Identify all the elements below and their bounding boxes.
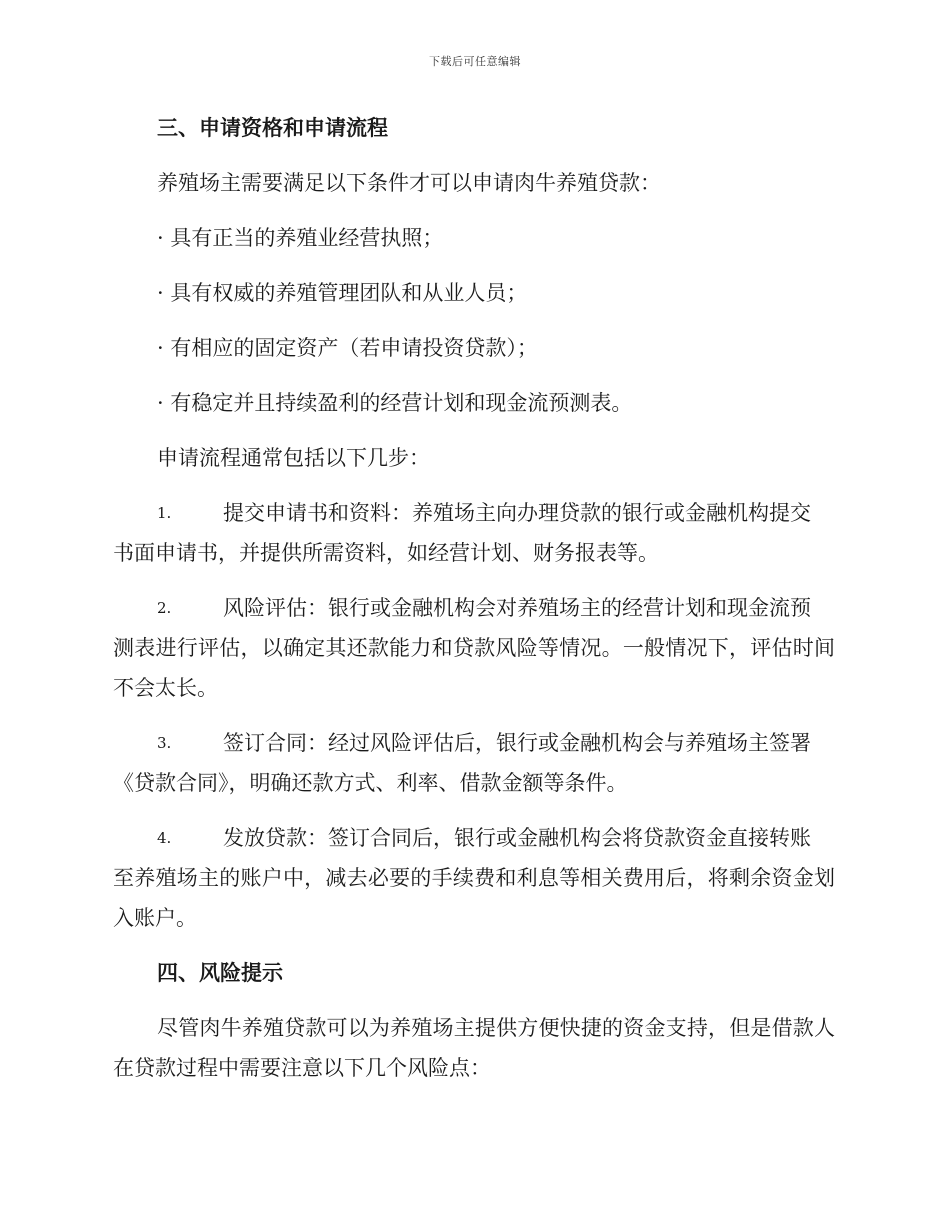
step-text-first-line: 签订合同：经过风险评估后，银行或金融机构会与养殖场主签署 [223,731,811,755]
section3-heading: 三、申请资格和申请流程 [157,116,388,140]
step-item [113,588,835,708]
step-number: 3. [157,734,172,752]
bullet-item: · 具有权威的养殖管理团队和从业人员； [157,281,528,305]
step-text-first-line: 发放贷款：签订合同后，银行或金融机构会将贷款资金直接转账 [223,826,811,850]
step-text-rest: 测表进行评估，以确定其还款能力和贷款风险等情况。一般情况下，评估时间不会太长。 [113,636,835,700]
section4-heading: 四、风险提示 [157,961,283,985]
bullet-item: · 有相应的固定资产（若申请投资贷款）； [157,336,538,360]
bullet-item: · 有稳定并且持续盈利的经营计划和现金流预测表。 [157,391,633,415]
step-text-rest: 《贷款合同》，明确还款方式、利率、借款金额等条件。 [113,771,628,795]
section3-intro: 养殖场主需要满足以下条件才可以申请肉牛养殖贷款： [157,171,661,195]
step-text-first-line: 提交申请书和资料：养殖场主向办理贷款的银行或金融机构提交 [223,501,811,525]
step-number: 4. [157,829,172,847]
section4-paragraph: 尽管肉牛养殖贷款可以为养殖场主提供方便快捷的资金支持，但是借款人在贷款过程中需要注意以下几个风险点： [113,1016,835,1080]
step-item [113,493,835,573]
step-number: 1. [157,504,172,522]
step-item [113,723,835,803]
step-number: 2. [157,599,172,617]
step-text-rest: 书面申请书，并提供所需资料，如经营计划、财务报表等。 [113,541,659,565]
steps-intro: 申请流程通常包括以下几步： [157,446,430,470]
step-text-first-line: 风险评估：银行或金融机构会对养殖场主的经营计划和现金流预 [223,596,811,620]
bullet-item: · 具有正当的养殖业经营执照； [157,226,444,250]
step-item [113,818,835,938]
step-text-rest: 至养殖场主的账户中，减去必要的手续费和利息等相关费用后，将剩余资金划入账户。 [113,866,835,930]
header-note: 下载后可任意编辑 [429,55,521,68]
document-body [113,108,835,1088]
